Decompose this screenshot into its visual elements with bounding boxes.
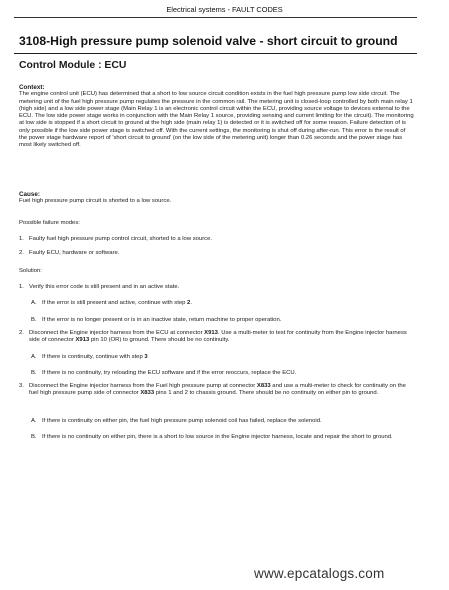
option-letter: A. (31, 418, 37, 424)
step-text: Verify this error code is still present and in an active state. (29, 284, 180, 290)
option-letter: A. (31, 354, 37, 360)
list-number: 2. (19, 250, 24, 256)
option-letter: B. (31, 317, 37, 323)
watermark: www.epcatalogs.com (254, 566, 385, 581)
list-text: Faulty ECU, hardware or software. (29, 250, 120, 256)
control-module-heading: Control Module : ECU (19, 60, 127, 71)
cause-text: Fuel high pressure pump circuit is shorted to a low source. (19, 198, 172, 205)
connector-ref: X913 (204, 330, 218, 336)
step-text: Disconnect the Engine injector harness from the ECU at connector X913. Use a multi-meter to test for continuity from the Engine injector harness side of connector X913 pin 10 (OR) to ground. There should be no continuity. (29, 330, 407, 344)
failure-modes-heading: Possible failure modes: (19, 220, 80, 226)
connector-ref: X833 (140, 390, 155, 397)
header-rule (14, 17, 417, 18)
context-heading: Context: (19, 84, 45, 91)
connector-ref: X913 (75, 337, 90, 344)
running-header: Electrical systems - FAULT CODES (166, 5, 283, 14)
option-text: If the error is still present and active, continue with step 2. (42, 300, 192, 306)
context-text: The engine control unit (ECU) has determined that a short to low source circuit condition exists in the fuel high pressure pump low side circuit. The metering unit of the fuel high pressure pump regulates the pressure in the common rail. The metering unit is closed-loop controlled by both main relay 1 (high side) and a low side power stage (Main Relay 1 is an electronic control circuit within the ECU, providing source voltage to devices external to the ECU. The low side power stage works in conjunction with the Main Relay 1 source, providing sensing and current limiting for the circuit). The monitoring at low side is stopped if a short circuit to ground at the high side (main relay 1) is detected or it is switched off for some reason. Failure detection of is only possible if the low side power stage is switched off. With the current settings, the monitoring is shut off during after-run. This error is the result of the power stage hardware report of 'short circuit to ground' (on the low side of the metering unit) longer than 0.26 seconds and the power stage has most likely switched off. (19, 91, 414, 149)
list-text: Faulty fuel high pressure pump control circuit, shorted to a low source. (29, 236, 213, 242)
step-number: 2. (19, 330, 24, 336)
option-text: If there is continuity, continue with step 3 (42, 354, 148, 360)
context-section (19, 84, 414, 150)
connector-ref: X833 (256, 383, 271, 389)
step-text: Disconnect the Engine injector harness from the Fuel high pressure pump at connector X833 and use a multi-meter to check for continuity on the fuel high pressure pump side of connector X833 pins 1 and 2 to chassis ground. There should be no continuity on either pin to ground. (29, 383, 406, 397)
cause-heading: Cause: (19, 191, 40, 198)
step-number: 1. (19, 284, 24, 290)
option-text: If the error is no longer present or is in an inactive state, return machine to proper operation. (42, 317, 282, 323)
title-rule (14, 53, 417, 54)
cause-section (19, 191, 414, 206)
solution-heading: Solution: (19, 268, 42, 274)
option-letter: B. (31, 434, 37, 440)
option-text: If there is no continuity, try reloading the ECU software and if the error reoccurs, replace the ECU. (42, 370, 297, 376)
option-letter: B. (31, 370, 37, 376)
option-text: If there is continuity on either pin, the fuel high pressure pump solenoid coil has failed, replace the solenoid. (42, 418, 322, 424)
option-text: If there is no continuity on either pin, there is a short to low source in the Engine injector harness, locate and repair the short to ground. (42, 434, 393, 440)
step-number: 3. (19, 383, 24, 389)
list-number: 1. (19, 236, 24, 242)
option-letter: A. (31, 300, 37, 306)
page-title: 3108-High pressure pump solenoid valve - short circuit to ground (19, 34, 398, 48)
